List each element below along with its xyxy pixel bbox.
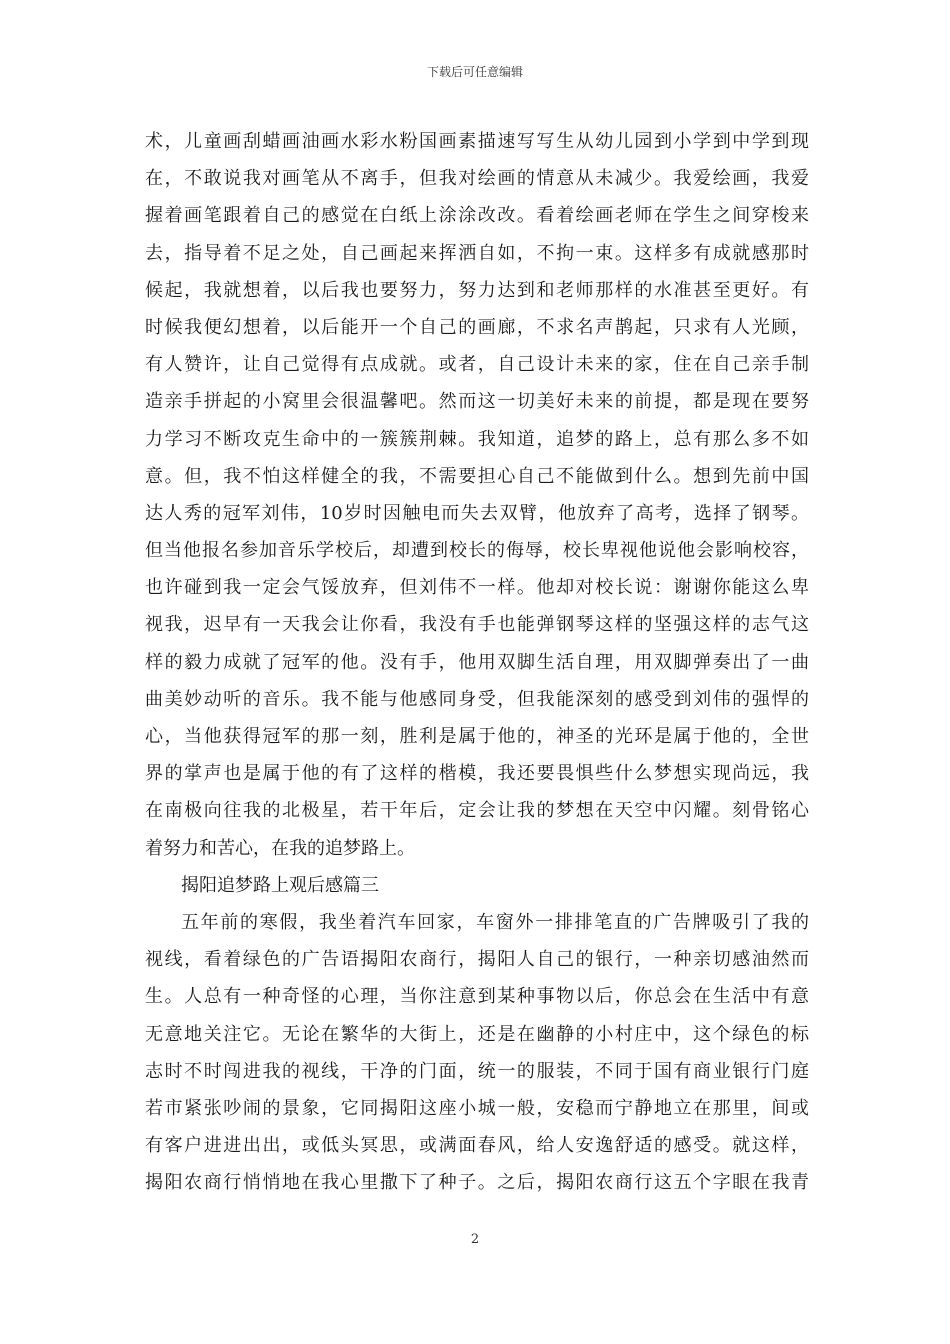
- paragraph-line: 样的毅力成就了冠军的他。没有手，他用双脚生活自理，用双脚弹奏出了一曲: [145, 651, 809, 673]
- paragraph-line: 生。人总有一种奇怪的心理，当你注意到某种事物以后，你总会在生活中有意: [145, 986, 809, 1008]
- paragraph-1: [145, 123, 809, 867]
- paragraph-line: 在南极向往我的北极星，若干年后，定会让我的梦想在天空中闪耀。刻骨铭心: [145, 800, 809, 822]
- paragraph-2: [145, 904, 809, 1202]
- paragraph-line: 界的掌声也是属于他的有了这样的楷模，我还要畏惧些什么梦想实现尚远，我: [145, 763, 809, 785]
- paragraph-line: 无意地关注它。无论在繁华的大街上，还是在幽静的小村庄中，这个绿色的标: [145, 1023, 809, 1045]
- paragraph-line: 志时不时闯进我的视线，干净的门面，统一的服装，不同于国有商业银行门庭: [145, 1060, 809, 1082]
- paragraph-line: 造亲手拼起的小窝里会很温馨吧。然而这一切美好未来的前提，都是现在要努: [145, 391, 809, 413]
- paragraph-line: 去，指导着不足之处，自己画起来挥洒自如，不拘一束。这样多有成就感那时: [145, 242, 809, 264]
- paragraph-line: 揭阳农商行悄悄地在我心里撒下了种子。之后，揭阳农商行这五个字眼在我青: [145, 1172, 809, 1194]
- paragraph-line: 意。但，我不怕这样健全的我，不需要担心自己不能做到什么。想到先前中国: [145, 465, 809, 487]
- paragraph-line: 在，不敢说我对画笔从不离手，但我对绘画的情意从未减少。我爱绘画，我爱: [145, 168, 809, 190]
- document-body: [145, 123, 809, 1201]
- page-number: 2: [470, 1232, 480, 1247]
- paragraph-line: 候起，我就想着，以后我也要努力，努力达到和老师那样的水准甚至更好。有: [145, 279, 809, 301]
- paragraph-line: 有客户进进出出，或低头冥思，或满面春风，给人安逸舒适的感受。就这样，: [145, 1135, 809, 1157]
- paragraph-line: 五年前的寒假，我坐着汽车回家，车窗外一排排笔直的广告牌吸引了我的: [181, 911, 809, 933]
- paragraph-line: 达人秀的冠军刘伟，10岁时因触电而失去双臂，他放弃了高考，选择了钢琴。: [145, 502, 809, 524]
- paragraph-line: 视我，迟早有一天我会让你看，我没有手也能弹钢琴这样的坚强这样的志气这: [145, 614, 809, 636]
- paragraph-line: 曲美妙动听的音乐。我不能与他感同身受，但我能深刻的感受到刘伟的强悍的: [145, 688, 809, 710]
- paragraph-line: 握着画笔跟着自己的感觉在白纸上涂涂改改。看着绘画老师在学生之间穿梭来: [145, 205, 809, 227]
- paragraph-line: 力学习不断攻克生命中的一簇簇荆棘。我知道，追梦的路上，总有那么多不如: [145, 428, 809, 450]
- paragraph-line: 时候我便幻想着，以后能开一个自己的画廊，不求名声鹊起，只求有人光顾，: [145, 316, 809, 338]
- paragraph-line: 心，当他获得冠军的那一刻，胜利是属于他的，神圣的光环是属于他的，全世: [145, 726, 809, 747]
- paragraph-line: 若市紧张吵闹的景象，它同揭阳这座小城一般，安稳而宁静地立在那里，间或: [145, 1097, 809, 1119]
- paragraph-line: 视线，看着绿色的广告语揭阳农商行，揭阳人自己的银行，一种亲切感油然而: [145, 949, 809, 971]
- paragraph-line: 但当他报名参加音乐学校后，却遭到校长的侮辱，校长卑视他说他会影响校容，: [145, 540, 809, 562]
- paragraph-line: 有人赞许，让自己觉得有点成就。或者，自己设计未来的家，住在自己亲手制: [145, 354, 809, 376]
- paragraph-line: 着努力和苦心，在我的追梦路上。: [145, 837, 415, 859]
- paragraph-line: 术，儿童画刮蜡画油画水彩水粉国画素描速写写生从幼儿园到小学到中学到现: [145, 131, 809, 152]
- page-header: 下载后可任意编辑: [426, 65, 523, 79]
- paragraph-line: 也许碰到我一定会气馁放弃，但刘伟不一样。他却对校长说：谢谢你能这么卑: [145, 577, 809, 599]
- section-heading: 揭阳追梦路上观后感篇三: [181, 874, 379, 896]
